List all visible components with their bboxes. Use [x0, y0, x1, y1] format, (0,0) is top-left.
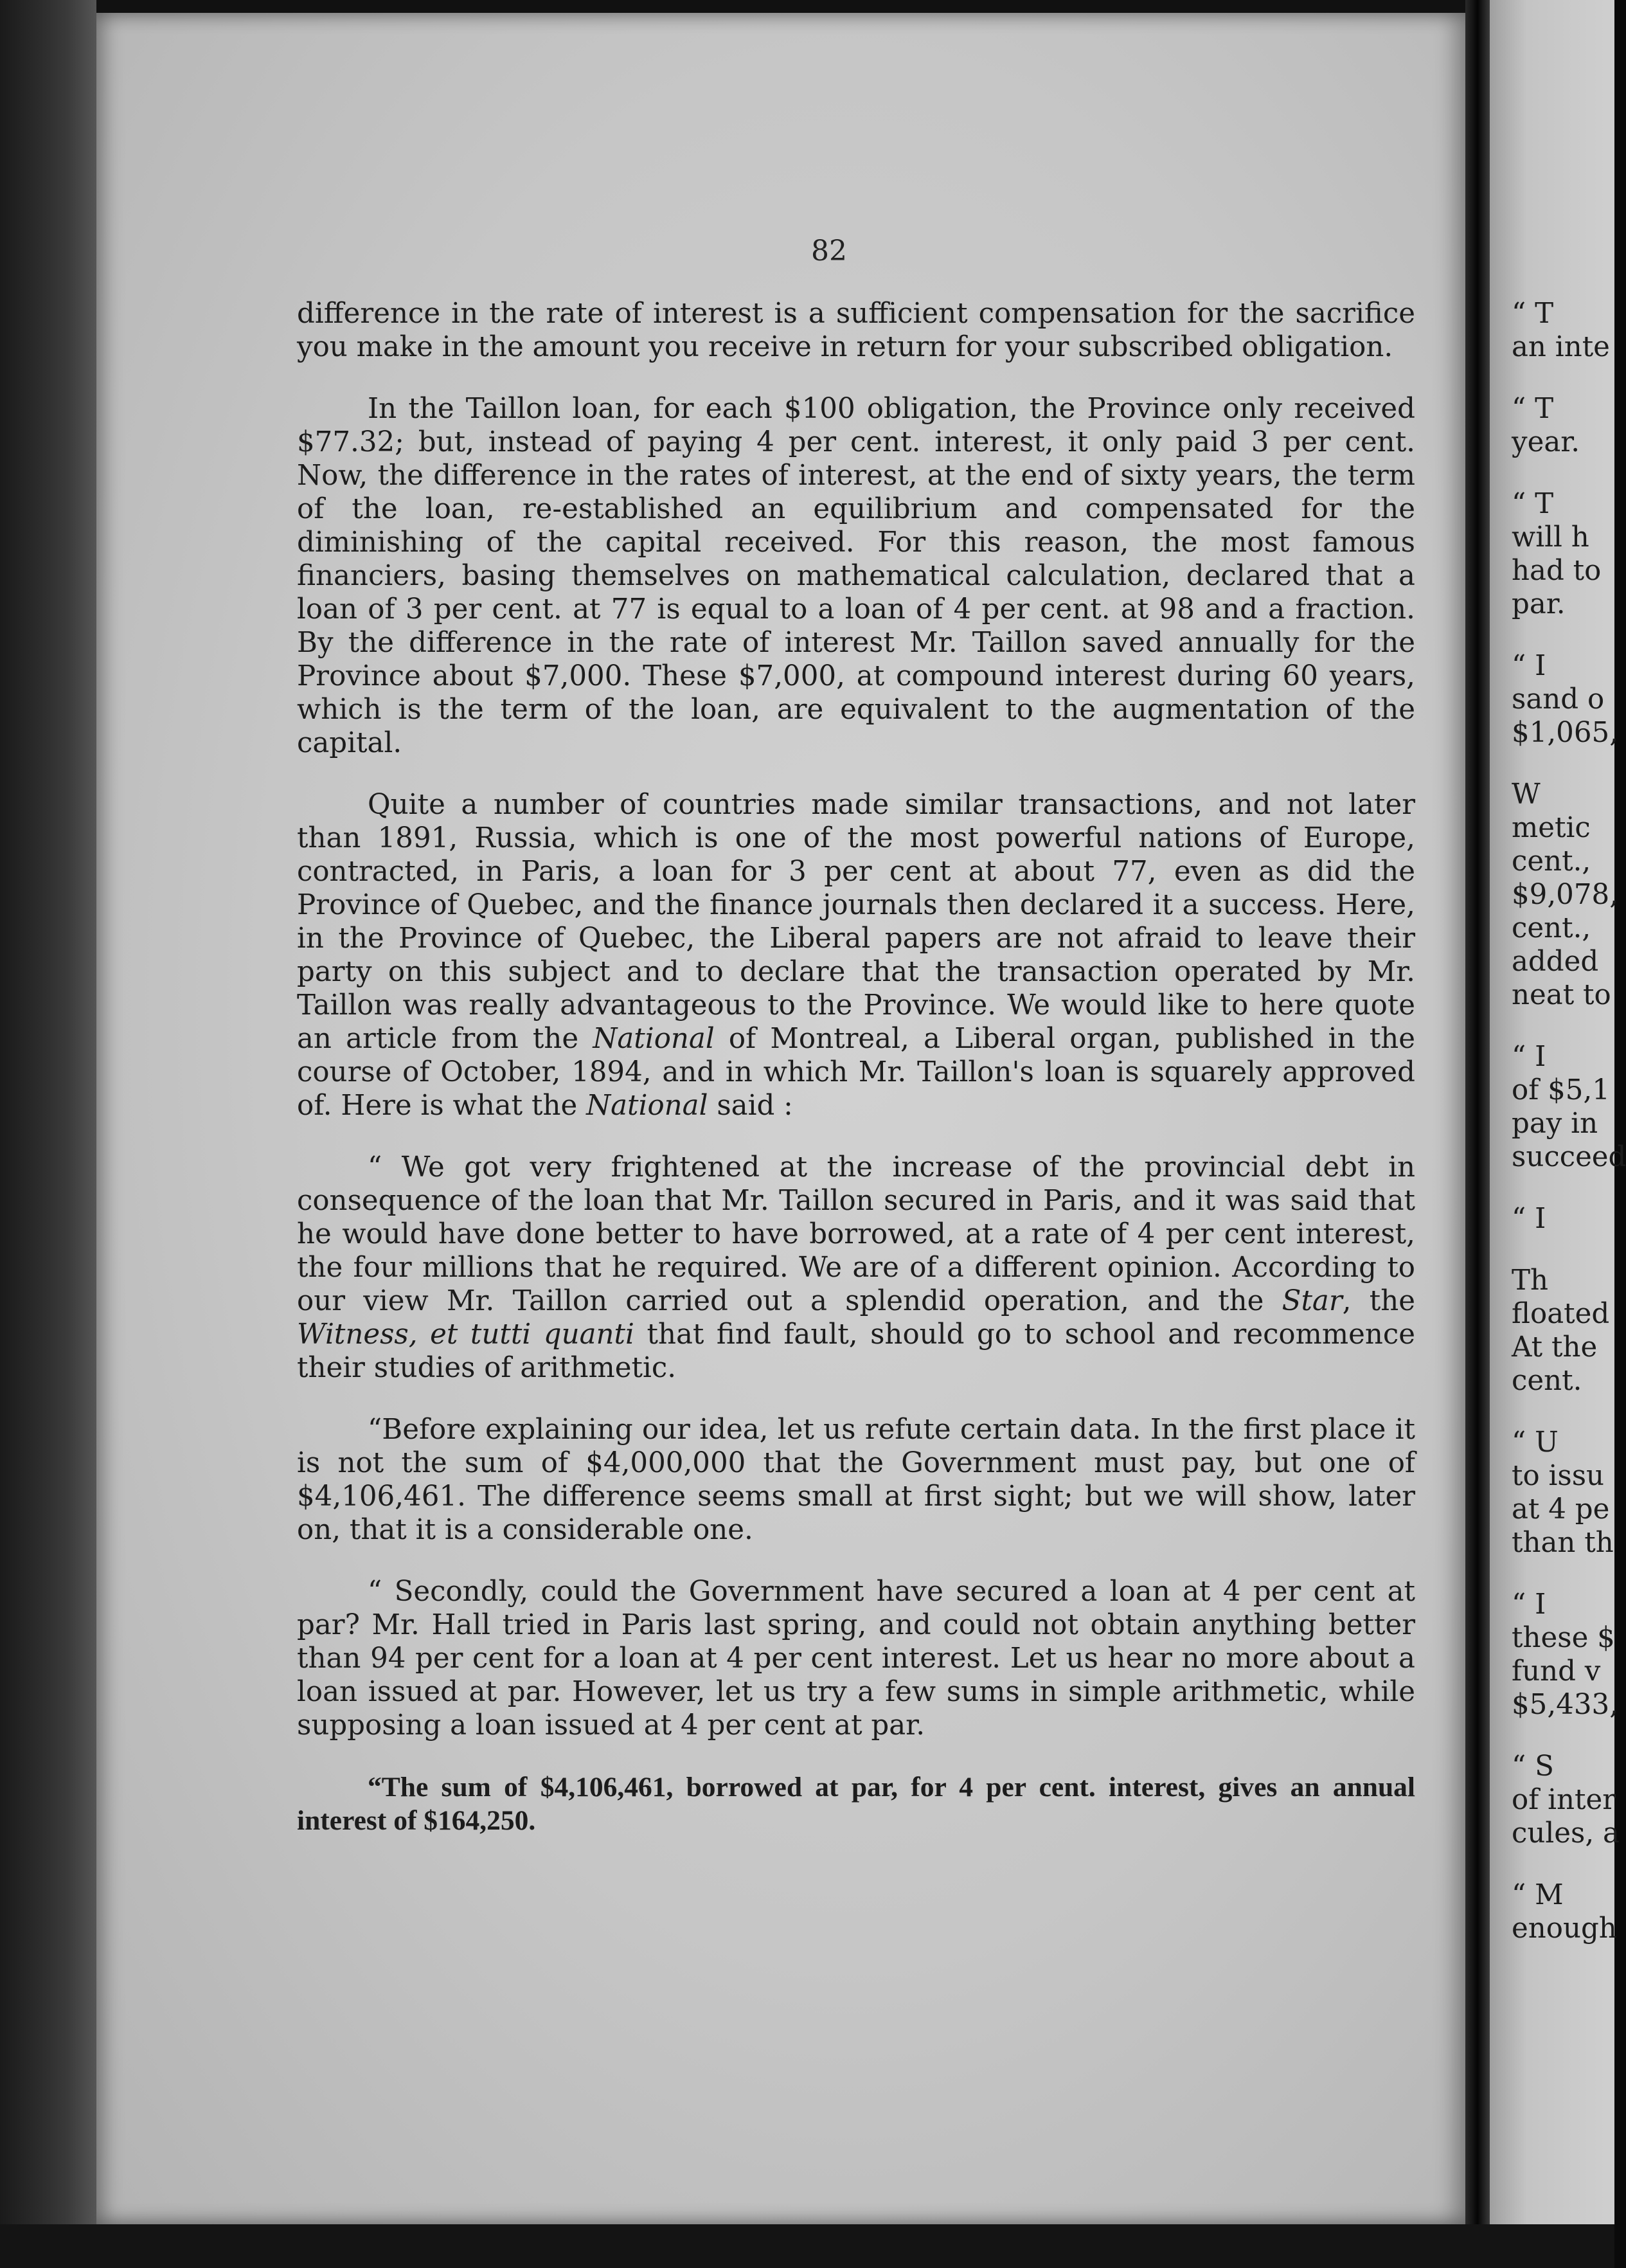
facing-page-fragment: cules, a [1512, 1817, 1620, 1850]
line-gap [1512, 621, 1614, 649]
text-run: Quite a number of countries made similar transactions, and not later than 1891, Russia, which is one of the most powerful nations of Europe, contracted, in Paris, a loan for 3 per cent at about 77, even as did the Province of Quebec, and the finance journals then declared it a success. Here, in the Province of Quebec, the Liberal papers are not afraid to leave their party on this subject and to declare that the transaction operated by Mr. Taillon was really advantageous to the Province. We would like to here quote an article from the [297, 789, 1415, 1055]
facing-page-fragment: metic [1512, 812, 1591, 844]
text-run: “ We got very frightened at the increase of the provincial debt in consequence of the loan that Mr. Taillon secured in Paris, and it was said that he would have done better to have borrowed, at a rate of 4 per cent interest, the four millions that he required. We are of a different opinion. According to our view Mr. Taillon carried out a splendid operation, and the [297, 1151, 1415, 1317]
facing-page-text-fragments [1512, 297, 1626, 1945]
line-gap [1512, 459, 1614, 487]
line-gap [1512, 1850, 1614, 1878]
text-run: “The sum of $4,106,461, borrowed at par, for 4 per cent. interest, gives an annual interest of $164,250. [297, 1772, 1415, 1836]
line-gap [1512, 1560, 1614, 1588]
facing-page-fragment: “ U [1512, 1426, 1559, 1459]
book-gutter [1465, 0, 1490, 2268]
facing-page-fragment: fund v [1512, 1655, 1601, 1688]
facing-page-fragment: of $5,1 [1512, 1074, 1610, 1106]
line-gap [1512, 750, 1614, 778]
facing-page-fragment: $9,078, [1512, 879, 1619, 911]
facing-page-fragment: “ I [1512, 1589, 1546, 1621]
facing-page-fragment: sand o [1512, 683, 1605, 716]
book-binding-edge [0, 0, 96, 2268]
facing-page-fragment: At the [1512, 1331, 1598, 1364]
facing-page-fragment: “ I [1512, 1041, 1546, 1073]
line-gap [1512, 364, 1614, 392]
facing-page-fragment: to issu [1512, 1460, 1605, 1492]
facing-page-fragment: at 4 pe [1512, 1493, 1610, 1526]
scan-bottom-edge [0, 2224, 1614, 2268]
paragraph [297, 1413, 1415, 1547]
facing-page-fragment: floated [1512, 1298, 1610, 1330]
facing-page-fragment: had to [1512, 555, 1602, 587]
italic-text: Witness, et tutti quanti [297, 1318, 634, 1351]
facing-page-fragment: year. [1512, 426, 1580, 458]
facing-page-fragment: added [1512, 946, 1599, 978]
facing-page-fragment: “ I [1512, 650, 1546, 682]
paragraph [297, 788, 1415, 1122]
text-run: of Montreal, a Liberal organ, published in the course of October, 1894, and in which Mr. Taillon's loan is squarely approved of. Here is what the [297, 1023, 1415, 1122]
page-body-text [297, 297, 1415, 1866]
line-gap [1512, 1174, 1614, 1202]
line-gap [1512, 1012, 1614, 1040]
facing-page-fragment: W [1512, 779, 1541, 811]
facing-page-fragment: than th [1512, 1527, 1614, 1559]
facing-page-fragment: of inter [1512, 1784, 1616, 1816]
facing-page-fragment: “ S [1512, 1751, 1554, 1783]
text-run: difference in the rate of interest is a sufficient compensation for the sacrifice you make in the amount you receive in return for your subscribed obligation. [297, 298, 1415, 363]
paragraph [297, 1151, 1415, 1385]
facing-page-fragment: cent., [1512, 845, 1591, 878]
italic-text: National [586, 1090, 708, 1122]
italic-text: Star [1282, 1285, 1343, 1317]
facing-page-fragment: succeed [1512, 1141, 1626, 1173]
facing-page-fragment: “ T [1512, 298, 1554, 330]
italic-text: National [593, 1023, 715, 1055]
text-run: “ Secondly, could the Government have secured a loan at 4 per cent at par? Mr. Hall tried in Paris last spring, and could not obtain anything better than 94 per cent for a loan at 4 per cent interest. Let us hear no more about a loan issued at par. However, let us try a few sums in simple arithmetic, while supposing a loan issued at 4 per cent at par. [297, 1576, 1415, 1742]
facing-page-fragment: neat to [1512, 979, 1611, 1011]
facing-page-fragment: “ T [1512, 488, 1554, 520]
facing-page-fragment: pay in [1512, 1108, 1598, 1140]
text-run: , the [1342, 1285, 1415, 1317]
paragraph [297, 297, 1415, 364]
facing-page-fragment: “ M [1512, 1879, 1564, 1911]
page-number: 82 [811, 235, 847, 267]
line-gap [1512, 1722, 1614, 1750]
facing-page-fragment: these $ [1512, 1622, 1615, 1654]
facing-page-fragment: will h [1512, 521, 1589, 554]
text-run: that find fault, should go to school and recommence their studies of arithmetic. [297, 1318, 1415, 1384]
paragraph [297, 392, 1415, 760]
facing-page-fragment: $1,065, [1512, 717, 1619, 749]
text-run: “Before explaining our idea, let us refute certain data. In the first place it is not the sum of $4,000,000 that the Government must pay, but one of $4,106,461. The difference seems small at first sight; but we will show, later on, that it is a considerable one. [297, 1414, 1415, 1546]
paragraph [297, 1770, 1415, 1837]
paragraph [297, 1575, 1415, 1742]
facing-page-fragment: cent., [1512, 912, 1591, 944]
facing-page-fragment: enough [1512, 1913, 1617, 1945]
line-gap [1512, 1398, 1614, 1426]
text-run: said : [708, 1090, 793, 1122]
facing-page-fragment: par. [1512, 588, 1566, 620]
line-gap [1512, 1236, 1614, 1264]
facing-page-fragment: “ T [1512, 393, 1554, 425]
facing-page-fragment: Th [1512, 1264, 1549, 1297]
text-run: In the Taillon loan, for each $100 obligation, the Province only received $77.32; but, instead of paying 4 per cent. interest, it only paid 3 per cent. Now, the difference in the rates of interest, at the end of sixty years, the term of the loan, re-established an equilibrium and compensated for the diminishing of the capital received. For this reason, the most famous financiers, basing themselves on mathematical calculation, declared that a loan of 3 per cent. at 77 is equal to a loan of 4 per cent. at 98 and a fraction. By the difference in the rate of interest Mr. Taillon saved annually for the Province about $7,000. These $7,000, at compound interest during 60 years, which is the term of the loan, are equivalent to the augmentation of the capital. [297, 393, 1415, 759]
facing-page-fragment: $5,433, [1512, 1689, 1619, 1721]
facing-page-fragment: an inte [1512, 331, 1610, 363]
facing-page-fragment: “ I [1512, 1203, 1546, 1235]
facing-page-fragment: cent. [1512, 1365, 1582, 1397]
